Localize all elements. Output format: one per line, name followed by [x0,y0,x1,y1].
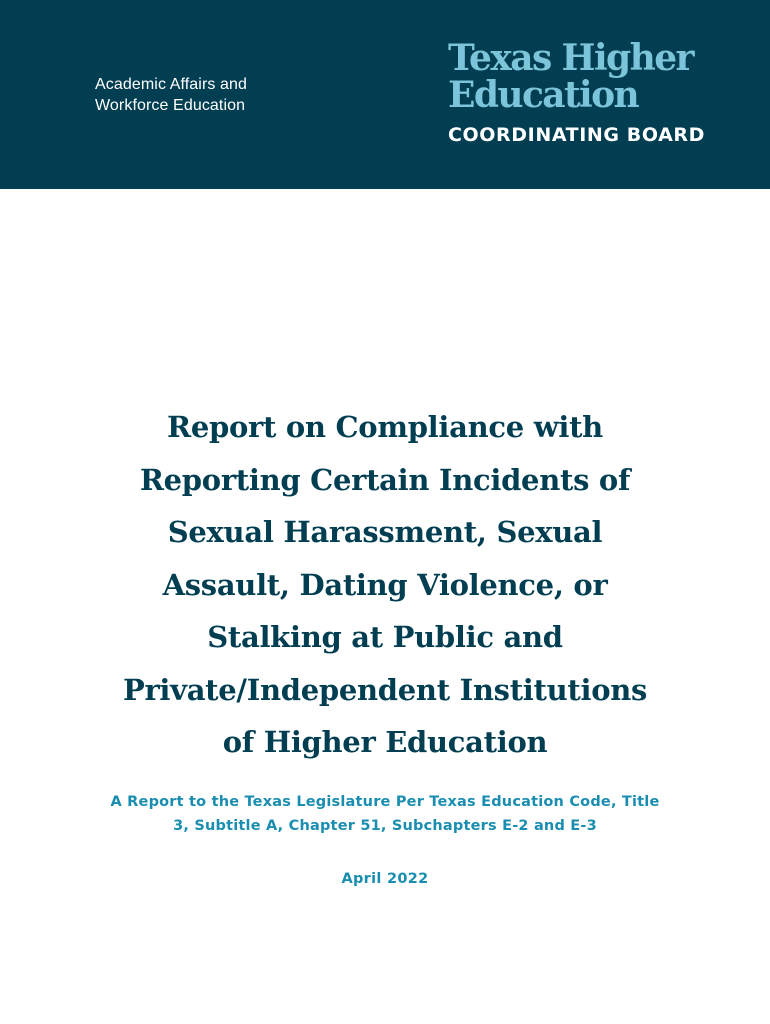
division-label [95,74,355,116]
report-title-line: Assault, Dating Violence, or [162,567,608,602]
report-title-line: Stalking at Public and [207,620,563,654]
report-title [40,401,730,769]
thecb-logo [448,37,728,146]
report-title-line: Report on Compliance with [167,410,603,444]
report-subtitle-line: A Report to the Texas Legislature Per Texas Education Code, Title [110,794,660,810]
report-title-line: Reporting Certain Incidents of [139,462,631,497]
logo-subline: COORDINATING BOARD [448,124,706,146]
header-band [0,0,770,189]
division-label-line: Academic Affairs and [95,76,248,93]
report-date: April 2022 [341,871,429,887]
division-label-line: Workforce Education [95,97,246,114]
report-title-line: Private/Independent Institutions [122,672,648,707]
logo-wordmark-line: Education [448,74,639,116]
report-title-line: Sexual Harassment, Sexual [167,515,603,549]
logo-wordmark-line: Texas Higher [448,37,693,79]
report-subtitle-line: 3, Subtitle A, Chapter 51, Subchapters E-2 and E-3 [173,818,597,834]
report-subtitle [60,790,710,838]
report-title-line: of Higher Education [222,725,548,759]
